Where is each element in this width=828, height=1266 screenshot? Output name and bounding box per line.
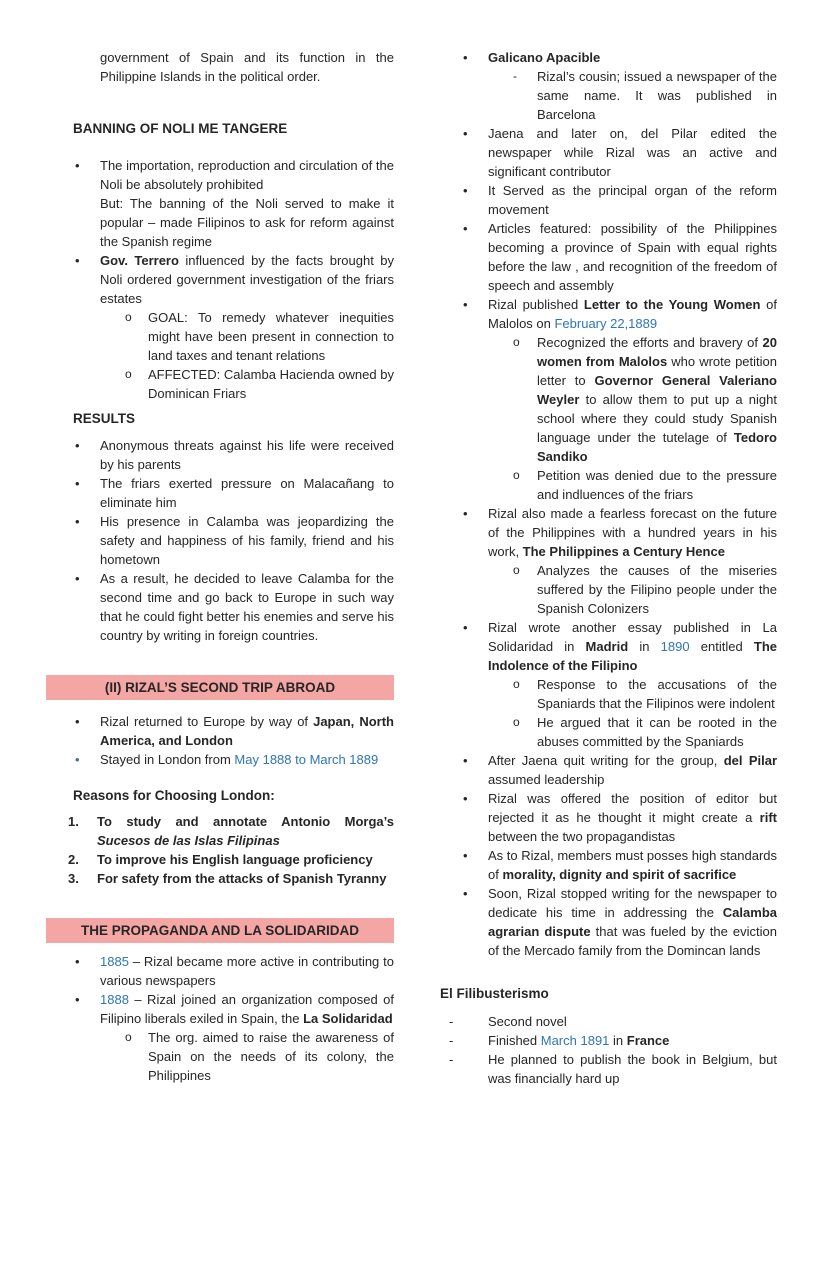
- number-label: 1.: [68, 814, 79, 829]
- second-trip-list: [46, 712, 394, 769]
- list-item-text: Jaena and later on, del Pilar edited the newspaper while Rizal was an active and significant contributor: [488, 126, 777, 179]
- list-item-text: To improve his English language proficiency: [97, 852, 373, 867]
- bullet-icon: •: [463, 297, 468, 312]
- bullet-icon: •: [463, 886, 468, 901]
- heading-banning: BANNING OF NOLI ME TANGERE: [73, 121, 288, 136]
- dash-icon: -: [449, 1014, 454, 1029]
- list-item: [440, 618, 777, 675]
- list-item: [46, 365, 394, 403]
- bullet-icon: •: [75, 476, 80, 491]
- list-item: [440, 504, 777, 561]
- list-item: [440, 713, 777, 751]
- list-item-text: Rizal’s cousin; issued a newspaper of the same name. It was published in Barcelona: [537, 69, 777, 122]
- list-item: [46, 812, 394, 850]
- list-item: [46, 156, 394, 251]
- list-item-text: Analyzes the causes of the miseries suffered by the Filipino people under the Spanish Colonizers: [537, 563, 777, 616]
- bullet-icon: •: [75, 158, 80, 173]
- bullet-icon: •: [463, 221, 468, 236]
- list-item-text: 1888 – Rizal joined an organization composed of Filipino liberals exiled in Spain, the La Solidaridad: [100, 992, 394, 1026]
- left-column: [46, 48, 394, 1085]
- list-item: [440, 675, 777, 713]
- list-item-text: Articles featured: possibility of the Philippines becoming a province of Spain with equal rights before the law , and recognition of the freedom of speech and assembly: [488, 221, 777, 293]
- list-item-text: His presence in Calamba was jeopardizing the safety and happiness of his family, friend and his hometown: [100, 514, 394, 567]
- list-item: [440, 1012, 777, 1031]
- highlight-heading-second-trip: (II) RIZAL’S SECOND TRIP ABROAD: [46, 675, 394, 700]
- list-item-text: The friars exerted pressure on Malacañang to eliminate him: [100, 476, 394, 510]
- circle-icon: o: [125, 310, 132, 324]
- list-item-text: He argued that it can be rooted in the abuses committed by the Spaniards: [537, 715, 777, 749]
- solidaridad-list: [440, 48, 777, 960]
- list-item: [46, 436, 394, 474]
- number-label: 2.: [68, 852, 79, 867]
- list-item-text: Rizal wrote another essay published in La Solidaridad in Madrid in 1890 entitled The Indolence of the Filipino: [488, 620, 778, 673]
- circle-icon: o: [513, 335, 520, 349]
- dash-icon: -: [449, 1033, 454, 1048]
- list-item: [440, 751, 777, 789]
- list-item: [46, 952, 394, 990]
- bullet-icon: •: [75, 714, 80, 729]
- list-item: [46, 850, 394, 869]
- list-item-text: Recognized the efforts and bravery of 20 women from Malolos who wrote petition letter to Governor General Valeriano Weyler to allow them to put up a night school where they could study Spanish language under the tutelage of Tedoro Sandiko: [537, 335, 777, 464]
- list-item: [440, 466, 777, 504]
- list-item-text: As to Rizal, members must posses high standards of morality, dignity and spirit of sacrifice: [488, 848, 778, 882]
- list-item: [46, 869, 394, 888]
- bullet-icon: •: [463, 506, 468, 521]
- list-item: [440, 846, 777, 884]
- circle-icon: o: [513, 563, 520, 577]
- el-filibusterismo-list: [440, 1012, 777, 1088]
- banning-list: [46, 156, 394, 403]
- intro-paragraph: government of Spain and its function in the Philippine Islands in the political order.: [100, 50, 394, 84]
- circle-icon: o: [125, 367, 132, 381]
- list-item-text: Rizal published Letter to the Young Women of Malolos on February 22,1889: [488, 297, 777, 331]
- list-item: [440, 884, 777, 960]
- list-item: [440, 124, 777, 181]
- list-item: [440, 295, 777, 333]
- heading-reasons: Reasons for Choosing London:: [73, 788, 275, 803]
- list-item: [46, 474, 394, 512]
- bullet-icon: •: [75, 954, 80, 969]
- bullet-icon: •: [463, 620, 468, 635]
- list-item-text: He planned to publish the book in Belgium, but was financially hard up: [488, 1052, 777, 1086]
- list-item: [440, 789, 777, 846]
- heading-results: RESULTS: [73, 411, 136, 426]
- list-item-text: It Served as the principal organ of the reform movement: [488, 183, 777, 217]
- list-item-text: Stayed in London from May 1888 to March 1889: [100, 752, 379, 767]
- list-item: [440, 333, 777, 466]
- list-item-text: Gov. Terrero influenced by the facts brought by Noli ordered government investigation of the friars estates: [100, 253, 394, 306]
- list-item-text: GOAL: To remedy whatever inequities might have been present in connection to land taxes and tenant relations: [148, 310, 394, 363]
- list-item-text: 1885 – Rizal became more active in contributing to various newspapers: [100, 954, 394, 988]
- list-item-text: Petition was denied due to the pressure and indluences of the friars: [537, 468, 777, 502]
- circle-icon: o: [513, 677, 520, 691]
- list-item-text: Finished March 1891 in France: [488, 1033, 670, 1048]
- list-item-text: Second novel: [488, 1014, 567, 1029]
- list-item-text: For safety from the attacks of Spanish Tyranny: [97, 871, 387, 886]
- bullet-icon: •: [75, 752, 80, 767]
- circle-icon: o: [513, 715, 520, 729]
- highlight-heading-propaganda: THE PROPAGANDA AND LA SOLIDARIDAD: [46, 918, 394, 943]
- list-item: [46, 251, 394, 308]
- bullet-icon: •: [463, 183, 468, 198]
- circle-icon: o: [513, 468, 520, 482]
- bullet-icon: •: [463, 848, 468, 863]
- list-item-text: As a result, he decided to leave Calamba for the second time and go back to Europe in such way that he could fight better his enemies and serve his country by writing in foreign countries.: [100, 571, 394, 643]
- bullet-icon: •: [75, 514, 80, 529]
- list-item: [440, 48, 777, 67]
- list-item-text: Rizal also made a fearless forecast on the future of the Philippines with a hundred years in his work, The Philippines a Century Hence: [488, 506, 777, 559]
- list-item: [46, 750, 394, 769]
- bullet-icon: •: [75, 992, 80, 1007]
- dash-icon: -: [513, 69, 517, 83]
- list-item-text: Anonymous threats against his life were received by his parents: [100, 438, 394, 472]
- bullet-icon: •: [75, 438, 80, 453]
- list-item: [440, 561, 777, 618]
- propaganda-list: [46, 952, 394, 1085]
- number-label: 3.: [68, 871, 79, 886]
- right-column: [440, 48, 777, 1088]
- dash-icon: -: [449, 1052, 454, 1067]
- bullet-icon: •: [463, 753, 468, 768]
- list-item-text: Rizal was offered the position of editor but rejected it as he thought it might create a rift between the two propagandistas: [488, 791, 777, 844]
- list-item: [440, 1050, 777, 1088]
- list-item: [46, 990, 394, 1028]
- circle-icon: o: [125, 1030, 132, 1044]
- list-item-text: After Jaena quit writing for the group, del Pilar assumed leadership: [488, 753, 777, 787]
- list-item-text: Soon, Rizal stopped writing for the newspaper to dedicate his time in addressing the Calamba agrarian dispute that was fueled by the eviction of the Mercado family from the Domincan lands: [488, 886, 777, 958]
- list-item: [440, 67, 777, 124]
- list-item-text: AFFECTED: Calamba Hacienda owned by Dominican Friars: [148, 367, 394, 401]
- list-item-text: Rizal returned to Europe by way of Japan, North America, and London: [100, 714, 394, 748]
- bullet-icon: •: [75, 253, 80, 268]
- list-item-text: Response to the accusations of the Spaniards that the Filipinos were indolent: [537, 677, 777, 711]
- list-item: [46, 712, 394, 750]
- bullet-icon: •: [463, 791, 468, 806]
- list-item: [46, 512, 394, 569]
- list-item: [440, 181, 777, 219]
- list-item-text: The org. aimed to raise the awareness of Spain on the needs of its colony, the Philippines: [148, 1030, 394, 1083]
- results-list: [46, 436, 394, 645]
- list-item-text: Galicano Apacible: [488, 50, 601, 65]
- list-item: [46, 308, 394, 365]
- list-item: [46, 1028, 394, 1085]
- bullet-icon: •: [463, 126, 468, 141]
- list-item: [440, 219, 777, 295]
- heading-el-filibusterismo: El Filibusterismo: [440, 986, 549, 1001]
- bullet-icon: •: [75, 571, 80, 586]
- list-item-text: To study and annotate Antonio Morga’s Sucesos de las Islas Filipinas: [97, 814, 394, 848]
- reasons-list: [46, 812, 394, 888]
- bullet-icon: •: [463, 50, 468, 65]
- list-item: [440, 1031, 777, 1050]
- list-item: [46, 569, 394, 645]
- list-item-text: The importation, reproduction and circulation of the Noli be absolutely prohibited But: The banning of the Noli served to make it popular – made Filipinos to ask for reform against the Spanish regime: [100, 158, 394, 249]
